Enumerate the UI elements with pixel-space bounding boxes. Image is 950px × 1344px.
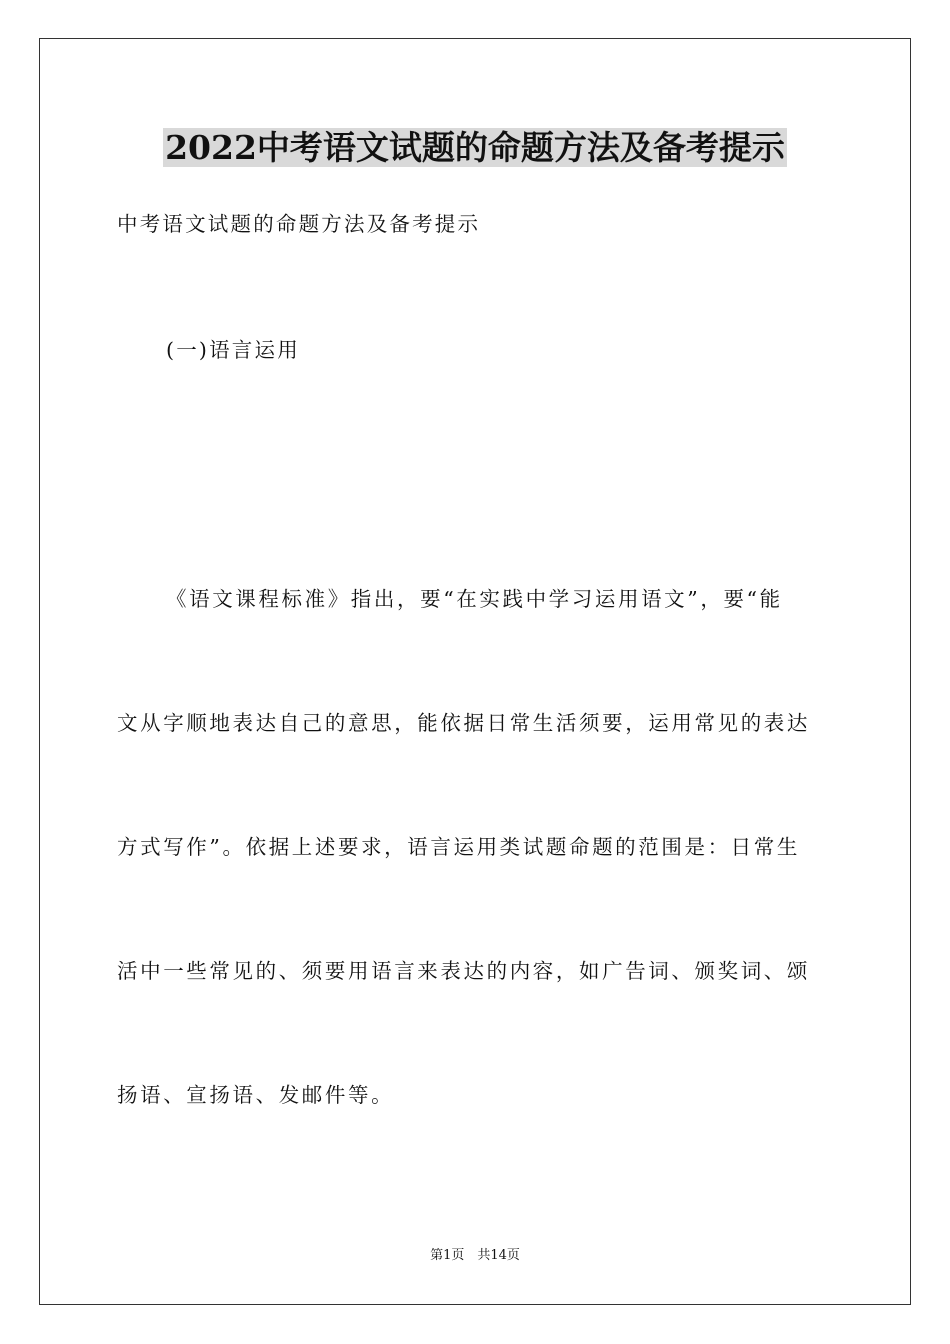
paragraph-line-4: 活中一些常见的、须要用语言来表达的内容，如广告词、颁奖词、颂 [117,959,810,983]
paragraph-line-5: 扬语、宣扬语、发邮件等。 [117,1083,395,1107]
section-heading: (一)语言运用 [166,338,300,362]
document-subtitle: 中考语文试题的命题方法及备考提示 [117,212,481,236]
paragraph-line-1: 《语文课程标准》指出，要“在实践中学习运用语文”，要“能 [166,587,783,611]
page-footer: 第1页 共14页 [430,1248,520,1263]
document-title-text: 2022中考语文试题的命题方法及备考提示 [165,128,785,167]
paragraph-line-2: 文从字顺地表达自己的意思，能依据日常生活须要，运用常见的表达 [117,711,810,735]
document-title [0,126,950,170]
paragraph-line-3: 方式写作”。依据上述要求，语言运用类试题命题的范围是：日常生 [117,835,800,859]
